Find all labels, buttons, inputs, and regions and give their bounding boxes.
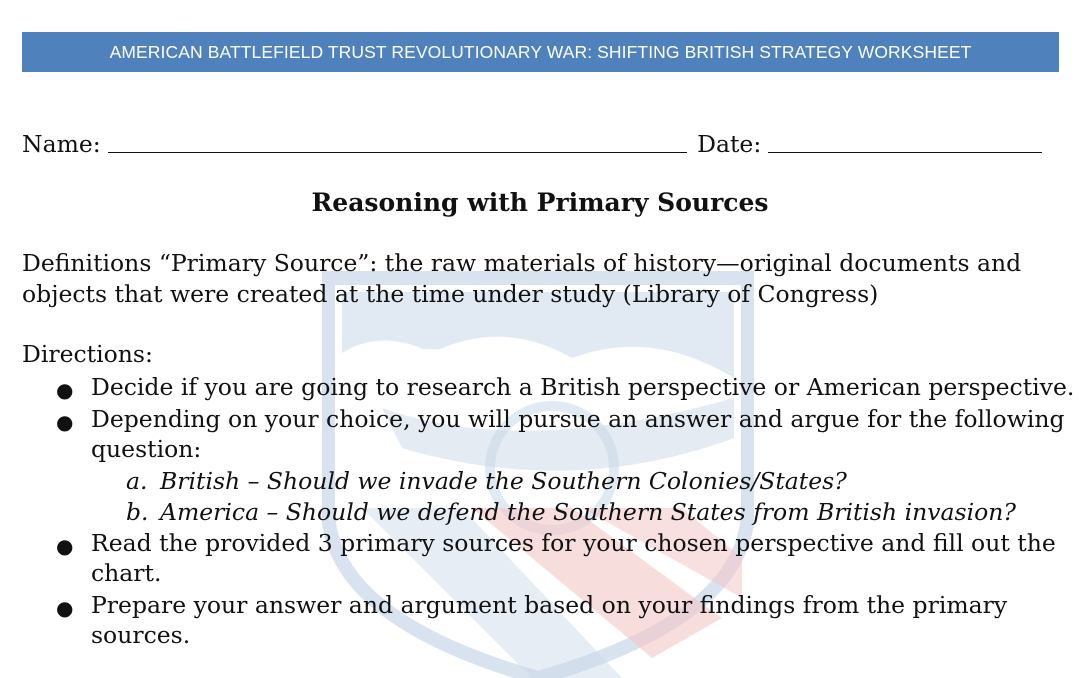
- direction-item-3-line-1: Read the provided 3 primary sources for your chosen perspective and fill out the: [91, 529, 1056, 557]
- sub-item-text: America – Should we defend the Southern States from British invasion?: [160, 498, 1016, 526]
- banner-title: AMERICAN BATTLEFIELD TRUST REVOLUTIONARY WAR: SHIFTING BRITISH STRATEGY WORKSHEET: [109, 41, 972, 62]
- name-label: Name:: [22, 130, 101, 158]
- section-title: Reasoning with Primary Sources: [311, 188, 769, 217]
- direction-item-4-line-2: sources.: [91, 621, 191, 649]
- sub-item-a: [126, 467, 847, 495]
- date-field-blank[interactable]: [768, 150, 1042, 153]
- name-date-row: [22, 126, 1042, 158]
- date-label: Date:: [697, 130, 762, 158]
- direction-item-2-line-1: Depending on your choice, you will pursue an answer and argue for the following: [91, 405, 1065, 433]
- bullet-icon: ●: [56, 410, 74, 434]
- definition-line-1: Definitions “Primary Source”: the raw materials of history—original documents and: [22, 249, 1022, 277]
- definition-line-2: objects that were created at the time under study (Library of Congress): [22, 280, 879, 308]
- sub-item-text: British – Should we invade the Southern Colonies/States?: [160, 467, 847, 495]
- direction-item-1: Decide if you are going to research a British perspective or American perspective.: [91, 373, 1075, 401]
- bullet-icon: ●: [56, 534, 74, 558]
- sub-item-b: [126, 498, 1016, 526]
- worksheet-header-banner: [22, 32, 1059, 72]
- directions-heading: Directions:: [22, 340, 153, 368]
- sub-item-label: b.: [126, 498, 149, 526]
- direction-item-4-line-1: Prepare your answer and argument based on your findings from the primary: [91, 591, 1008, 619]
- direction-item-2-line-2: question:: [91, 435, 202, 463]
- name-field-blank[interactable]: [108, 150, 687, 153]
- direction-item-3-line-2: chart.: [91, 559, 162, 587]
- bullet-icon: ●: [56, 596, 74, 620]
- sub-item-label: a.: [126, 467, 148, 495]
- bullet-icon: ●: [56, 378, 74, 402]
